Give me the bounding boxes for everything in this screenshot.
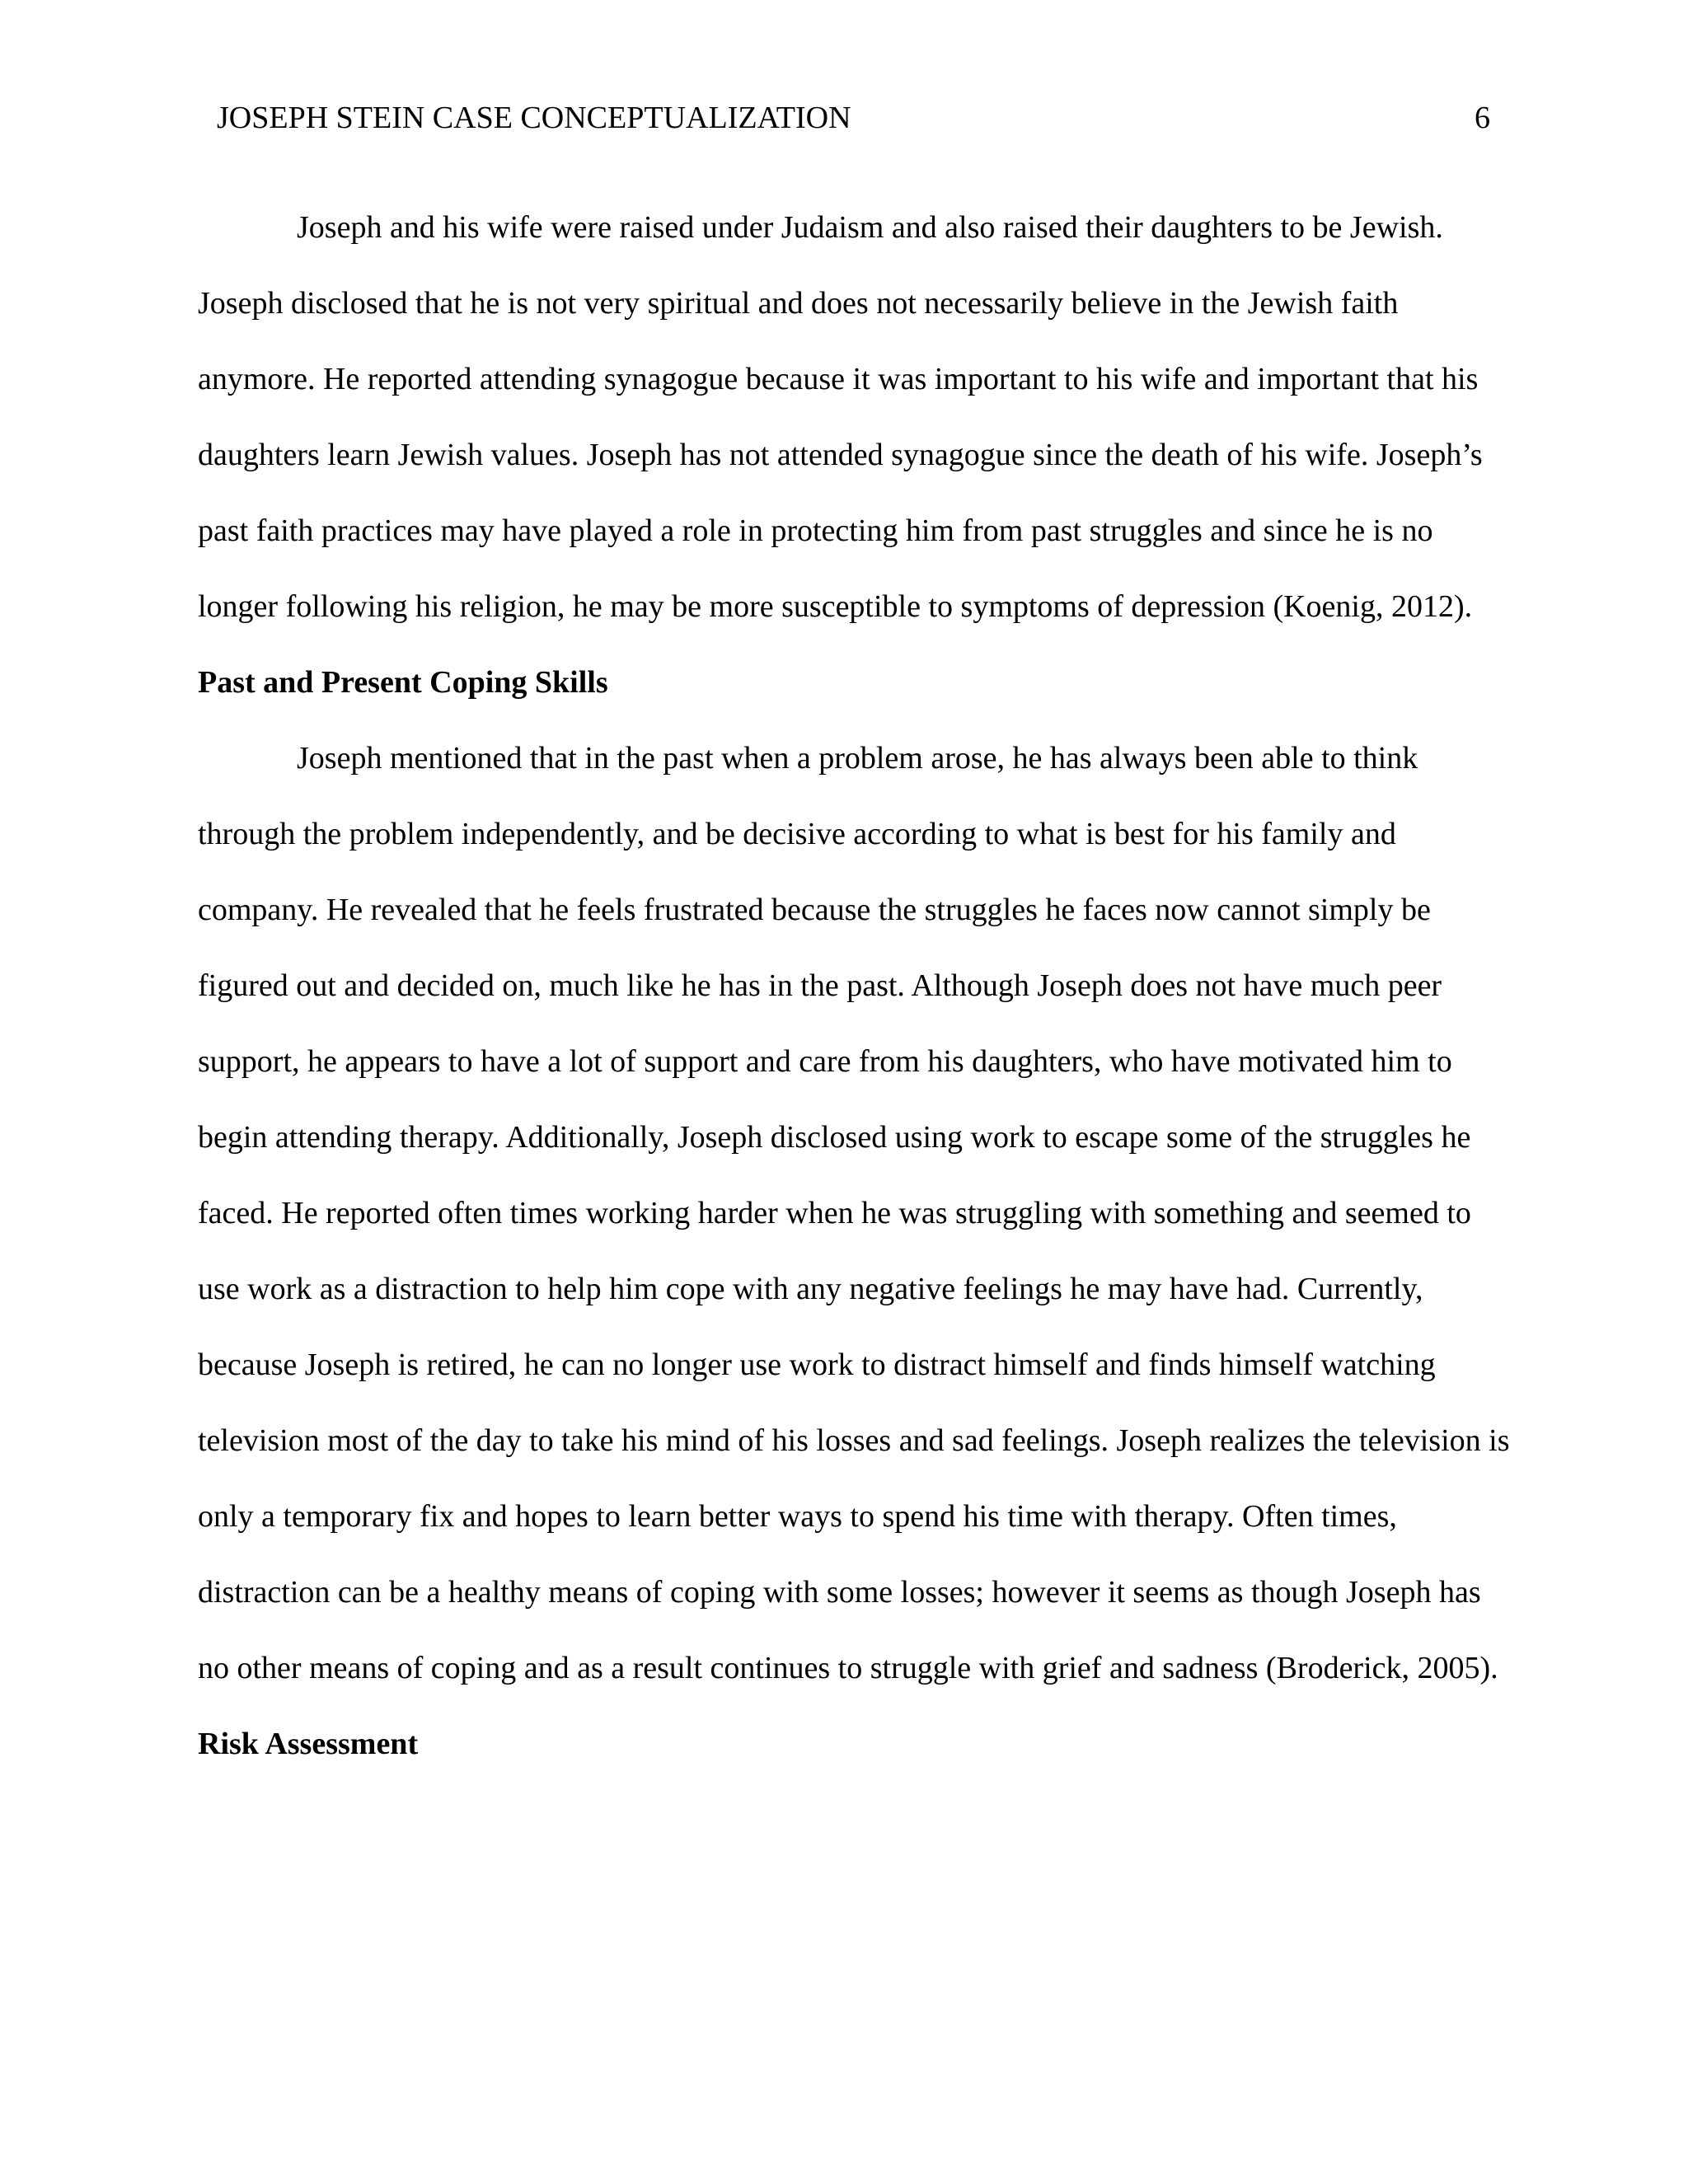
running-head — [217, 95, 1490, 141]
document-body — [198, 190, 1517, 1782]
paragraph-coping-skills: Joseph mentioned that in the past when a problem arose, he has always been able to think through the problem independently, and be decisive according to what is best for his family and company. He revealed that he feels frustrated because the struggles he faces now cannot simply be figured out and decided on, much like he has in the past. Although Joseph does not have much peer support, he appears to have a lot of support and care from his daughters, who have motivated him to begin attending therapy. Additionally, Joseph disclosed using work to escape some of the struggles he faced. He reported often times working harder when he was struggling with something and seemed to use work as a distraction to help him cope with any negative feelings he may have had. Currently, because Joseph is retired, he can no longer use work to distract himself and finds himself watching television most of the day to take his mind of his losses and sad feelings. Joseph realizes the television is only a temporary fix and hopes to learn better ways to spend his time with therapy. Often times, distraction can be a healthy means of coping with some losses; however it seems as though Joseph has no other means of coping and as a result continues to struggle with grief and sadness (Broderick, 2005). — [198, 741, 1510, 1685]
paragraph-religion: Joseph and his wife were raised under Judaism and also raised their daughters to be Jewish. Joseph disclosed that he is not very spiritual and does not necessarily believe in the Jewish faith anymore. He reported attending synagogue because it was important to his wife and important that his daughters learn Jewish values. Joseph has not attended synagogue since the death of his wife. Joseph’s past faith practices may have played a role in protecting him from past struggles and since he is no longer following his religion, he may be more susceptible to symptoms of depression (Koenig, 2012). — [198, 210, 1483, 624]
running-head-title: JOSEPH STEIN CASE CONCEPTUALIZATION — [217, 101, 851, 135]
section-heading-coping-skills: Past and Present Coping Skills — [198, 665, 608, 700]
section-heading-risk-assessment: Risk Assessment — [198, 1727, 419, 1761]
page-number: 6 — [1475, 101, 1490, 135]
